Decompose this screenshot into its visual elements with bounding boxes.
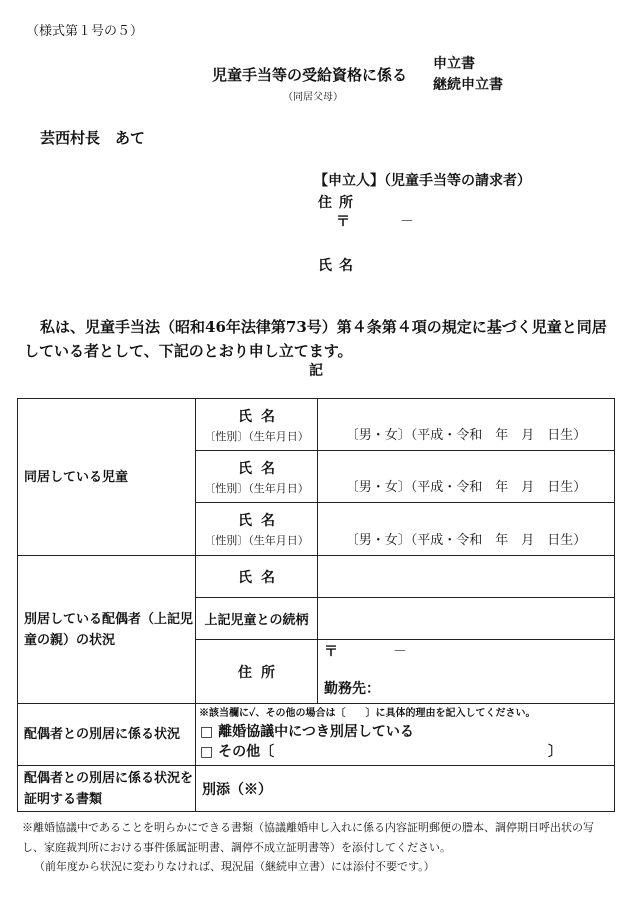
spouse-address-input[interactable] bbox=[318, 640, 615, 704]
document-subtitle: （同居父母） bbox=[283, 92, 343, 103]
applicant-heading: 【申立人】（児童手当等の請求者） bbox=[314, 173, 531, 189]
situation-row bbox=[18, 704, 615, 766]
document-title: 児童手当等の受給資格に係る bbox=[212, 66, 408, 84]
title-option-application: 申立書 bbox=[433, 56, 475, 72]
child-2-name-label: 氏名 〔性別〕（生年月日） bbox=[196, 451, 318, 503]
footnote-continuation: （前年度から状況に変わりなければ、現況届（継続申立書）には添付不要です。） bbox=[34, 860, 435, 873]
spouse-name-input[interactable] bbox=[318, 556, 615, 598]
ki-heading: 記 bbox=[309, 363, 323, 379]
child-1-name-label: 氏名 〔性別〕（生年月日） bbox=[196, 399, 318, 451]
documents-section-label: 配偶者との別居に係る状況を証明する書類 bbox=[18, 766, 196, 812]
documents-value: 別添（※） bbox=[196, 766, 615, 812]
application-table bbox=[17, 398, 615, 812]
addressee: 芸西村長 あて bbox=[40, 129, 146, 147]
spouse-relation-label: 上記児童との続柄 bbox=[196, 598, 318, 640]
applicant-name-label: 氏名 bbox=[318, 258, 360, 274]
applicant-postal-mark: 〒 bbox=[336, 214, 350, 230]
form-number: （様式第１号の５） bbox=[26, 24, 144, 39]
documents-row bbox=[18, 766, 615, 812]
title-option-continuation: 継続申立書 bbox=[433, 77, 503, 93]
child-3-name-label: 氏名 〔性別〕（生年月日） bbox=[196, 503, 318, 556]
spouse-row-name bbox=[18, 556, 615, 598]
spouse-address-label: 住所 bbox=[196, 640, 318, 704]
child-row-1 bbox=[18, 399, 615, 451]
footnote: ※離婚協議中であることを明らかにできる書類（協議離婚申し入れに係る内容証明郵便の謄本、調停期日呼出状の写し、家庭裁判所における事件係属証明書、調停不成立証明書等）を添付してください。 bbox=[22, 821, 594, 854]
situation-options bbox=[196, 704, 615, 766]
spouse-work-label: 勤務先： bbox=[324, 681, 380, 697]
situation-section-label: 配偶者との別居に係る状況 bbox=[18, 704, 196, 766]
option-other[interactable] bbox=[196, 741, 614, 761]
situation-note: ※該当欄に✓、その他の場合は〔 〕に具体的理由を記入してください。 bbox=[199, 708, 536, 719]
child-2-input[interactable]: 〔男・女〕（平成・令和 年 月 日生） bbox=[318, 451, 615, 503]
spouse-relation-input[interactable] bbox=[318, 598, 615, 640]
spouse-name-label: 氏名 bbox=[196, 556, 318, 598]
child-3-input[interactable]: 〔男・女〕（平成・令和 年 月 日生） bbox=[318, 503, 615, 556]
option-other-label: □ その他〔 bbox=[200, 744, 275, 760]
child-1-input[interactable]: 〔男・女〕（平成・令和 年 月 日生） bbox=[318, 399, 615, 451]
option-divorce-negotiation[interactable]: □ 離婚協議中につき別居している bbox=[200, 724, 414, 740]
spouse-postal-mark: 〒 bbox=[324, 644, 338, 660]
children-section-label: 同居している児童 bbox=[18, 399, 196, 556]
spouse-postal-dash: － bbox=[392, 644, 407, 660]
spouse-section-label: 別居している配偶者（上記児童の親）の状況 bbox=[18, 556, 196, 704]
declaration-text: 私は、児童手当法（昭和46年法律第73号）第４条第４項の規定に基づく児童と同居している者として、下記のとおり申し立てます。 bbox=[24, 318, 607, 360]
option-other-close-bracket: 〕 bbox=[548, 744, 562, 760]
applicant-postal-dash: － bbox=[400, 214, 414, 230]
applicant-address-label: 住所 bbox=[318, 195, 360, 211]
